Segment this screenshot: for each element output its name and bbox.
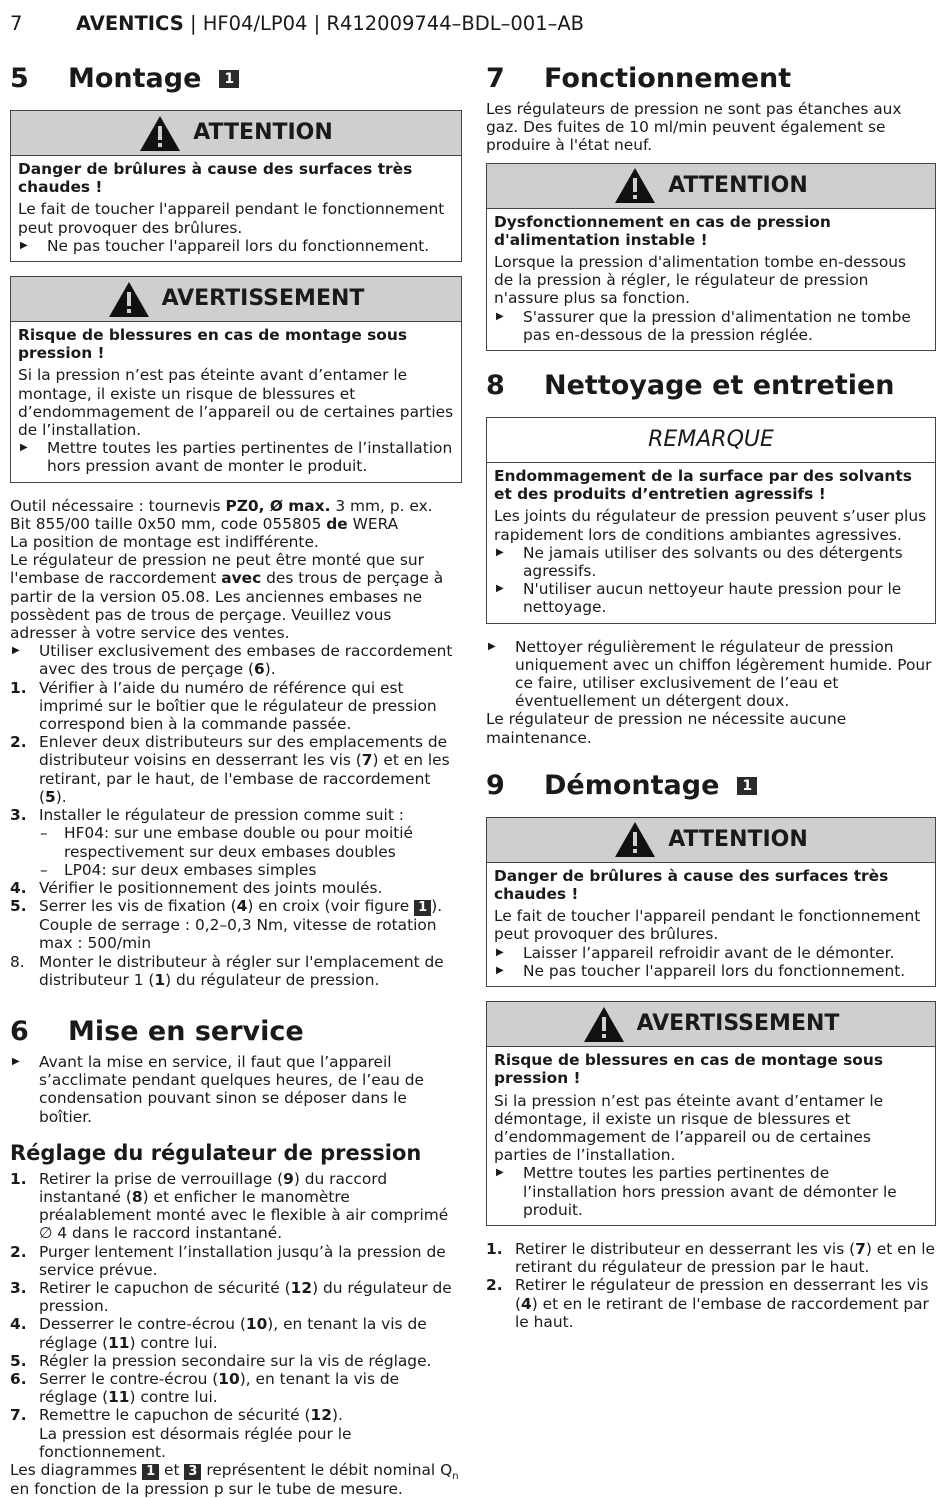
list-item: ▶ Nettoyer régulièrement le régulateur de pression uniquement avec un chiffon légèrement humide. Pour ce faire, utiliser exclusivement de l’eau et éventuellement un détergent doux.: [486, 638, 936, 711]
list-item: 7. Remettre le capuchon de sécurité (12). La pression est désormais réglée pour le fonctionnement.: [10, 1406, 352, 1461]
list-item: 2. Enlever deux distributeurs sur des emplacements de distributeur voisins en desserrant les vis (7) et en les retirant, par le haut, de l'embase de raccordement (5).: [10, 733, 450, 806]
page-number: 7: [10, 12, 23, 35]
section-5-heading: 5 Montage 1: [10, 62, 462, 96]
list-item: 4. Vérifier le positionnement des joints moulés.: [10, 878, 383, 897]
notice-label: REMARQUE: [487, 418, 935, 463]
left-column: [10, 62, 462, 1498]
paragraph: Outil nécessaire : tournevis PZ0, Ø max. 3 mm, p. ex.: [10, 496, 433, 515]
list-item: ▶ Ne jamais utiliser des solvants ou des détergents agressifs.: [494, 544, 928, 580]
subsection-heading: Réglage du régulateur de pression: [10, 1140, 422, 1165]
list-item: 6. Serrer le contre-écrou (10), en tenant la vis de réglage (11) contre lui.: [10, 1369, 400, 1407]
warning-label: AVERTISSEMENT: [636, 1010, 840, 1036]
list-item: ▶ Avant la mise en service, il faut que l’appareil s’acclimate pendant quelques heures, de l’eau de condensation pouvant sinon se déposer dans le boîtier.: [10, 1053, 462, 1126]
header-doc-ref: | HF04/LP04 | R412009744–BDL–001–AB: [183, 12, 585, 35]
list-item: ▶ Mettre toutes les parties pertinentes de l’installation hors pression avant de monter le produit.: [18, 439, 454, 475]
paragraph: Les diagrammes 1 et 3 représentent le débit nominal $Q_n$ en fonction de la pression p sur le tube de mesure.: [10, 1460, 459, 1498]
figure-badge: 1: [142, 1464, 159, 1480]
page-header: [10, 12, 584, 36]
attention-label: ATTENTION: [668, 826, 808, 852]
list-item: ▶ S'assurer que la pression d'alimentation ne tombe pas en-dessous de la pression réglée.: [494, 308, 928, 344]
list-item: ▶ Ne pas toucher l'appareil lors du fonctionnement.: [18, 237, 454, 255]
list-item: – LP04: sur deux embases simples: [10, 861, 462, 879]
section-8-heading: 8 Nettoyage et entretien: [486, 370, 895, 402]
warning-triangle-icon: [139, 115, 181, 152]
warning-box: AVERTISSEMENT Risque de blessures en cas de montage sous pression ! Si la pression n’est pas éteinte avant d’entamer le montage, il existe un risque de blessures et d’endommagement de l’appareil ou de certaines parties de l’installation. ▶ Mettre toutes les parties pertinentes de l’installation hors pression avant de monter le produit.: [10, 276, 462, 483]
warning-triangle-icon: [614, 821, 656, 858]
list-item: – HF04: sur une embase double ou pour moitié respectivement sur deux embases doubles: [10, 824, 462, 860]
attention-label: ATTENTION: [193, 119, 333, 145]
figure-badge: 1: [737, 777, 757, 795]
figure-badge: 3: [184, 1464, 201, 1480]
list-item: 8. Monter le distributeur à régler sur l'emplacement de distributeur 1 (1) du régulateur de pression.: [10, 952, 444, 989]
list-item: 1. Retirer le distributeur en desserrant les vis (7) et en le retirant du régulateur de pression par le haut.: [486, 1239, 935, 1277]
paragraph: Le régulateur de pression ne nécessite aucune maintenance.: [486, 710, 847, 747]
paragraph: Bit 855/00 taille 0x50 mm, code 055805 de WERA: [10, 514, 399, 533]
warning-label: AVERTISSEMENT: [161, 285, 365, 311]
list-item: 2. Purger lentement l’installation jusqu’à la pression de service prévue.: [10, 1242, 446, 1279]
figure-badge: 1: [414, 900, 431, 916]
list-item: 5. Régler la pression secondaire sur la vis de réglage.: [10, 1351, 432, 1370]
right-column: [486, 62, 936, 1331]
section-9-heading: 9 Démontage 1: [486, 769, 936, 803]
figure-badge: 1: [219, 70, 239, 88]
paragraph: La position de montage est indifférente.: [10, 533, 319, 552]
list-item: ▶ Mettre toutes les parties pertinentes de l’installation hors pression avant de démonter le produit.: [494, 1164, 928, 1219]
warning-triangle-icon: [108, 281, 150, 318]
notice-box: REMARQUE Endommagement de la surface par des solvants et des produits d’entretien agressifs ! Les joints du régulateur de pression peuvent s’user plus rapidement lors de conditions ambiantes agressives. ▶ Ne jamais utiliser des solvants ou des détergents agressifs. ▶ N'utiliser aucun nettoyeur haute pression pour le nettoyage.: [486, 417, 936, 624]
warning-triangle-icon: [583, 1006, 625, 1043]
list-item: 4. Desserrer le contre-écrou (10), en tenant la vis de réglage (11) contre lui.: [10, 1315, 427, 1352]
section-7-heading: 7 Fonctionnement: [486, 63, 792, 94]
paragraph: Les régulateurs de pression ne sont pas étanches aux gaz. Des fuites de 10 ml/min peuvent également se produire à l'état neuf.: [486, 100, 902, 155]
list-item: 1. Vérifier à l’aide du numéro de référence qui est imprimé sur le boîtier que le régulateur de pression correspond bien à la commande passée.: [10, 678, 437, 734]
paragraph: Le régulateur de pression ne peut être monté que sur l'embase de raccordement avec des trous de perçage à partir de la version 05.08. Les anciennes embases ne possèdent pas de trous de perçage. Veuillez vous adresser à votre service des ventes.: [10, 551, 444, 643]
section-6-heading: 6 Mise en service: [10, 1015, 304, 1047]
list-item: ▶ N'utiliser aucun nettoyeur haute pression pour le nettoyage.: [494, 580, 928, 616]
attention-box: ATTENTION Dysfonctionnement en cas de pression d'alimentation instable ! Lorsque la pression d'alimentation tombe en-dessous de la pression à régler, le régulateur de pression n'assure plus sa fonction. ▶ S'assurer que la pression d'alimentation ne tombe pas en-dessous de la pression réglée.: [486, 163, 936, 351]
list-item: 2. Retirer le régulateur de pression en desserrant les vis (4) et en le retirant de l'embase de raccordement par le haut.: [486, 1276, 929, 1331]
list-item: ▶ Laisser l’appareil refroidir avant de le démonter.: [494, 944, 928, 962]
warning-triangle-icon: [614, 167, 656, 204]
attention-box: ATTENTION Danger de brûlures à cause des surfaces très chaudes ! Le fait de toucher l'appareil pendant le fonctionnement peut provoquer des brûlures. ▶ Laisser l’appareil refroidir avant de le démonter. ▶ Ne pas toucher l'appareil lors du fonctionnement.: [486, 817, 936, 987]
warning-box: AVERTISSEMENT Risque de blessures en cas de montage sous pression ! Si la pression n’est pas éteinte avant d’entamer le démontage, il existe un risque de blessures et d’endommagement de l’appareil ou de certaines parties de l’installation. ▶ Mettre toutes les parties pertinentes de l’installation hors pression avant de démonter le produit.: [486, 1001, 936, 1226]
header-brand: AVENTICS: [76, 12, 184, 35]
attention-label: ATTENTION: [668, 172, 808, 198]
attention-box: ATTENTION Danger de brûlures à cause des surfaces très chaudes ! Le fait de toucher l'appareil pendant le fonctionnement peut provoquer des brûlures. ▶ Ne pas toucher l'appareil lors du fonctionnement.: [10, 110, 462, 262]
list-item: ▶ Utiliser exclusivement des embases de raccordement avec des trous de perçage (6).: [10, 642, 462, 678]
list-item: 3. Retirer le capuchon de sécurité (12) du régulateur de pression.: [10, 1278, 452, 1316]
list-item: 3. Installer le régulateur de pression comme suit :: [10, 806, 404, 825]
list-item: ▶ Ne pas toucher l'appareil lors du fonctionnement.: [494, 962, 928, 980]
list-item: 5. Serrer les vis de fixation (4) en croix (voir figure 1 ). Couple de serrage : 0,2–0,3 Nm, vitesse de rotation max : 500/min: [10, 897, 443, 953]
list-item: 1. Retirer la prise de verrouillage (9) du raccord instantané (8) et enficher le manomètre préalablement monté avec le flexible à air comprimé ∅ 4 dans le raccord instantané.: [10, 1169, 449, 1243]
